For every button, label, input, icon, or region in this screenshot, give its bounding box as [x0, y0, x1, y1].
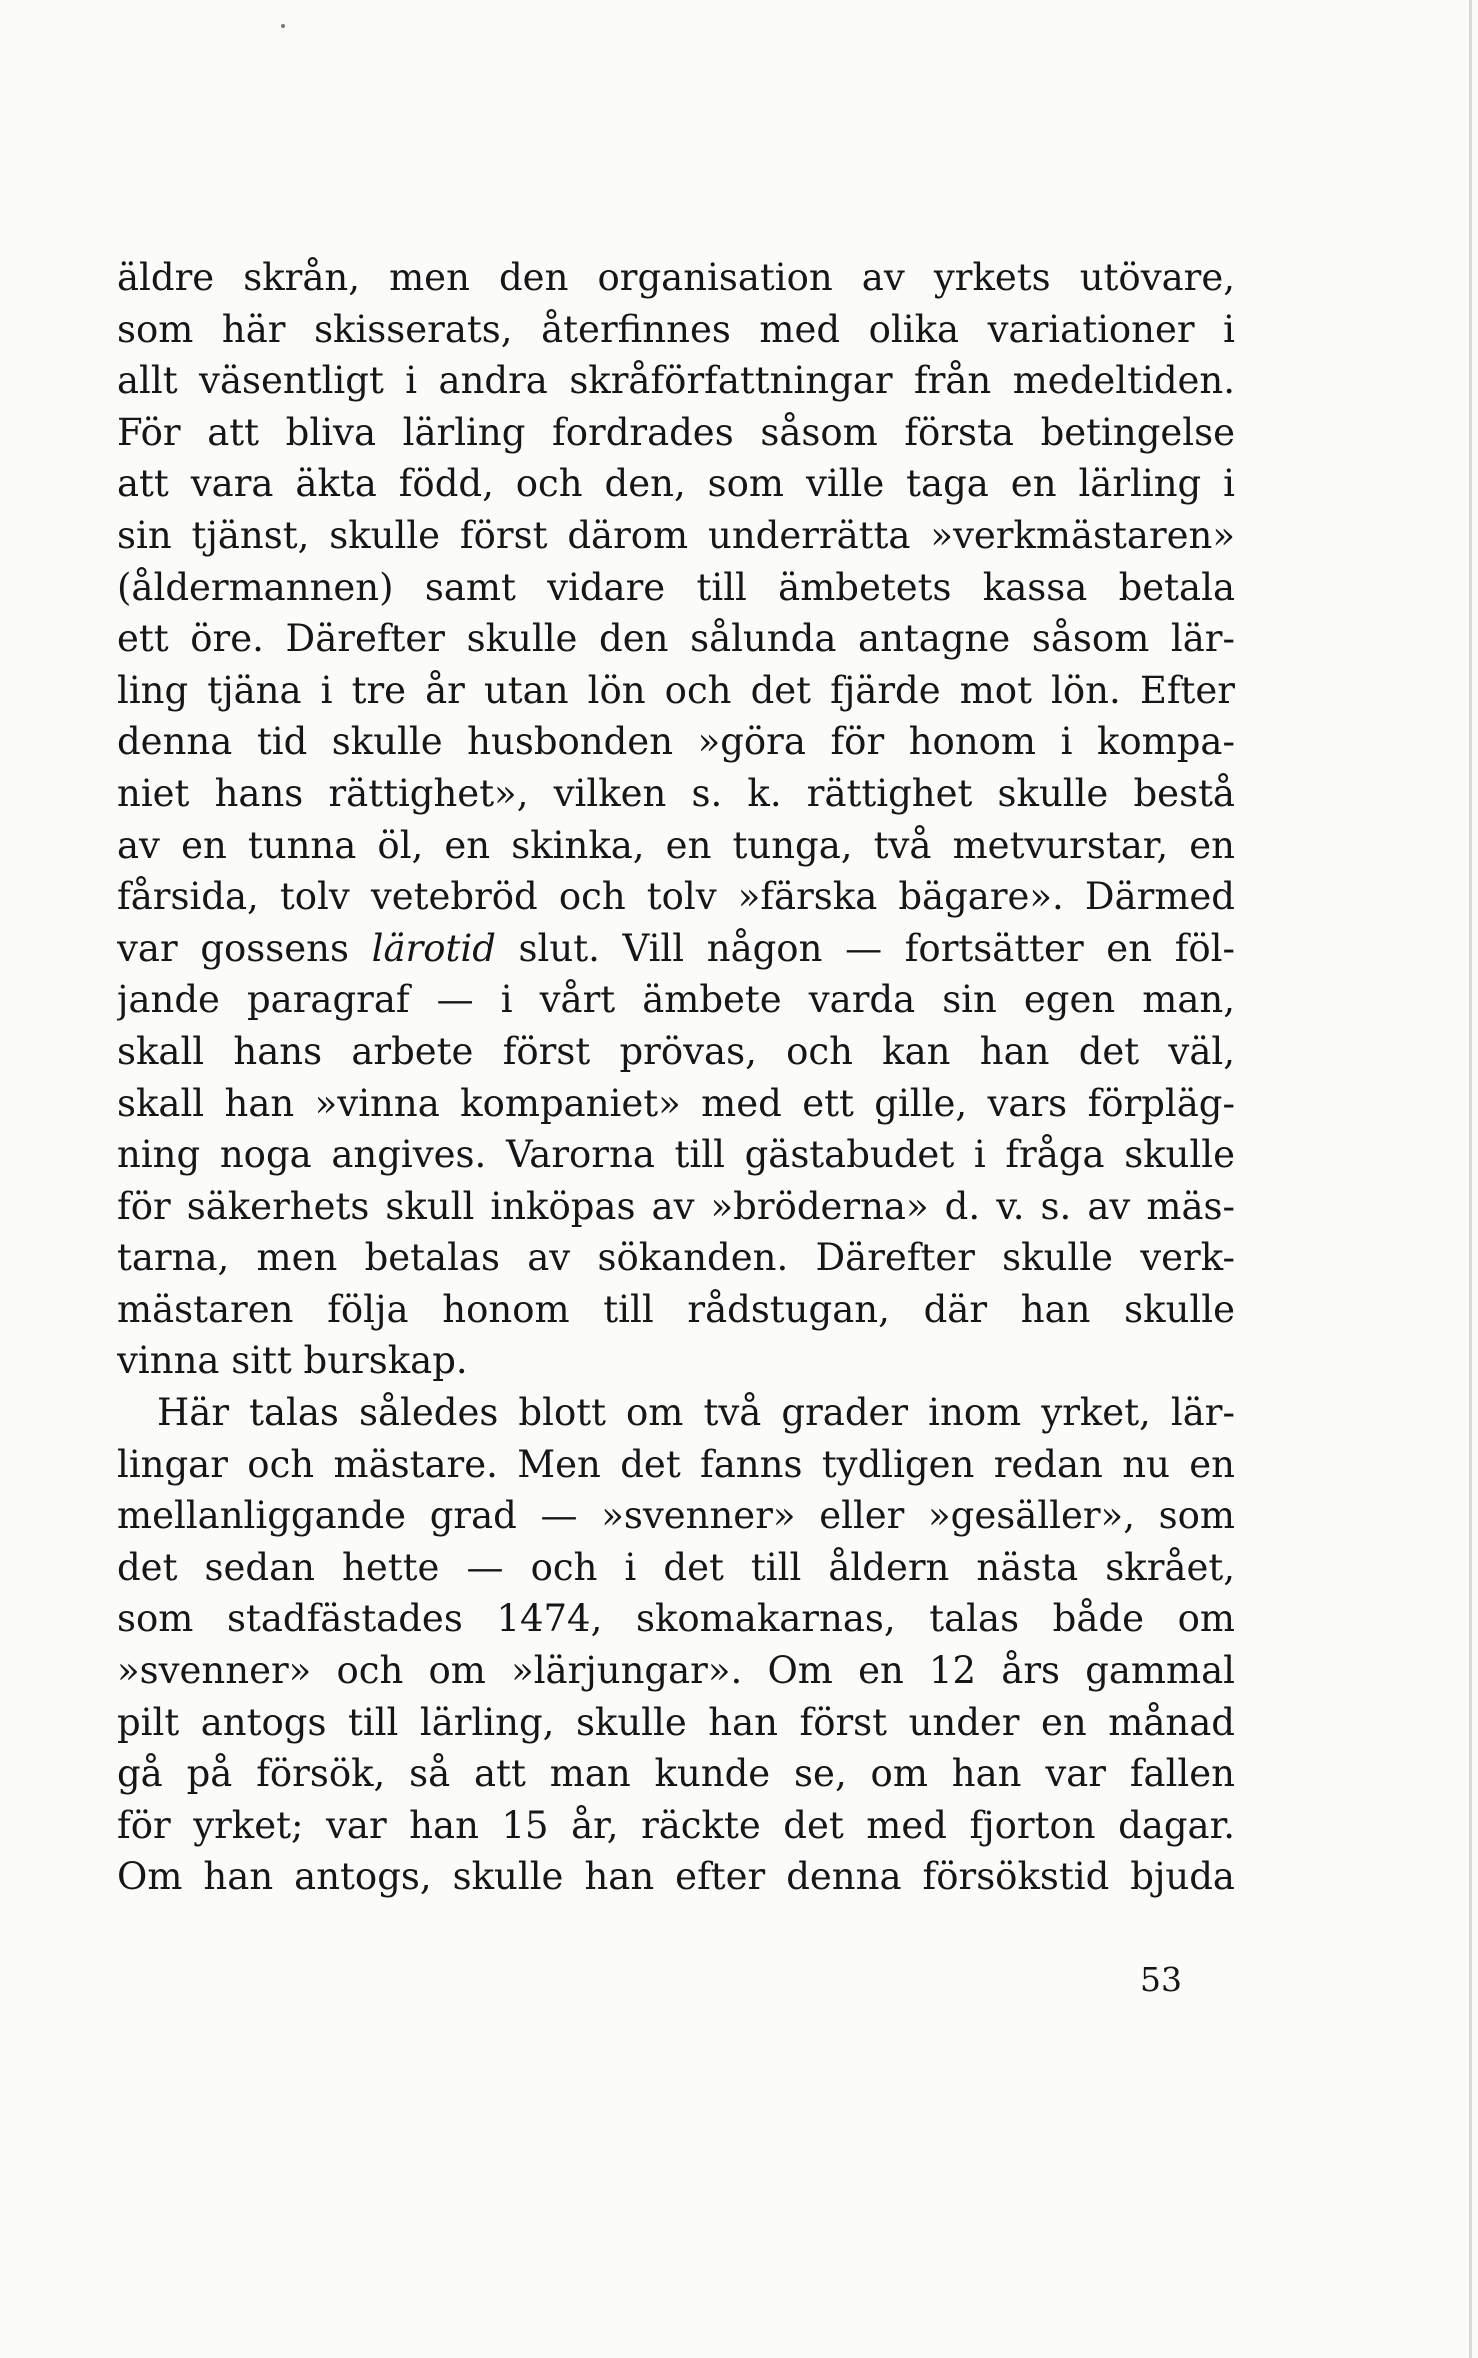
page-edge: [1469, 0, 1472, 2358]
text-segment: slut. Vill någon — fortsätter en föl-: [495, 926, 1235, 970]
text-line: ling tjäna i tre år utan lön och det fjärde mot lön. Efter: [117, 668, 1235, 712]
text-line: lingar och mästare. Men det fanns tydligen redan nu en: [117, 1442, 1235, 1486]
text-line: som här skisserats, återfinnes med olika variationer i: [117, 307, 1235, 351]
paragraph-start-line: Här talas således blott om två grader inom yrket, lär-: [157, 1391, 1235, 1435]
paper-speck: [281, 24, 285, 28]
text-line: mellanliggande grad — »svenner» eller »gesäller», som: [117, 1494, 1235, 1538]
text-line: niet hans rättighet», vilken s. k. rättighet skulle bestå: [117, 771, 1235, 815]
text-line: ning noga angives. Varorna till gästabudet i fråga skulle: [117, 1133, 1235, 1177]
text-line: att vara äkta född, och den, som ville taga en lärling i: [117, 462, 1235, 506]
text-line: denna tid skulle husbonden »göra för honom i kompa-: [117, 720, 1235, 764]
text-line: det sedan hette — och i det till åldern nästa skrået,: [117, 1545, 1235, 1589]
text-line: fårsida, tolv vetebröd och tolv »färska bägare». Därmed: [117, 875, 1235, 919]
text-line: skall han »vinna kompaniet» med ett gille, vars förpläg-: [117, 1081, 1235, 1125]
text-line: jande paragraf — i vårt ämbete varda sin egen man,: [117, 978, 1235, 1022]
text-line: pilt antogs till lärling, skulle han först under en månad: [117, 1700, 1235, 1744]
text-segment: var gossens: [117, 926, 372, 970]
text-line: allt väsentligt i andra skråförfattningar från medeltiden.: [117, 359, 1235, 403]
text-line: skall hans arbete först prövas, och kan han det väl,: [117, 1029, 1235, 1073]
text-line: för yrket; var han 15 år, räckte det med fjorton dagar.: [117, 1803, 1235, 1847]
text-line: gå på försök, så att man kunde se, om han var fallen: [117, 1752, 1235, 1796]
text-line: av en tunna öl, en skinka, en tunga, två metvurstar, en: [117, 823, 1235, 867]
text-line: ett öre. Därefter skulle den sålunda antagne såsom lär-: [117, 617, 1235, 661]
text-line: som stadfästades 1474, skomakarnas, talas både om: [117, 1597, 1235, 1641]
text-line: sin tjänst, skulle först därom underrätta »verkmästaren»: [117, 513, 1235, 557]
text-line: Om han antogs, skulle han efter denna försökstid bjuda: [117, 1855, 1235, 1899]
page-number: 53: [1140, 1960, 1182, 1999]
text-line: (åldermannen) samt vidare till ämbetets kassa betala: [117, 565, 1235, 609]
text-line: För att bliva lärling fordrades såsom första betingelse: [117, 410, 1235, 454]
italic-term: lärotid: [371, 926, 496, 970]
text-line-with-italic: [117, 923, 1235, 975]
body-text: [117, 252, 1235, 1903]
text-line: äldre skrån, men den organisation av yrkets utövare,: [117, 256, 1235, 299]
text-line: för säkerhets skull inköpas av »bröderna» d. v. s. av mäs-: [117, 1184, 1235, 1228]
text-line: tarna, men betalas av sökanden. Därefter skulle verk-: [117, 1236, 1235, 1280]
text-line: »svenner» och om »lärjungar». Om en 12 års gammal: [117, 1649, 1235, 1693]
paragraph-end-line: vinna sitt burskap.: [117, 1339, 468, 1383]
text-line: mästaren följa honom till rådstugan, där han skulle: [117, 1287, 1235, 1331]
